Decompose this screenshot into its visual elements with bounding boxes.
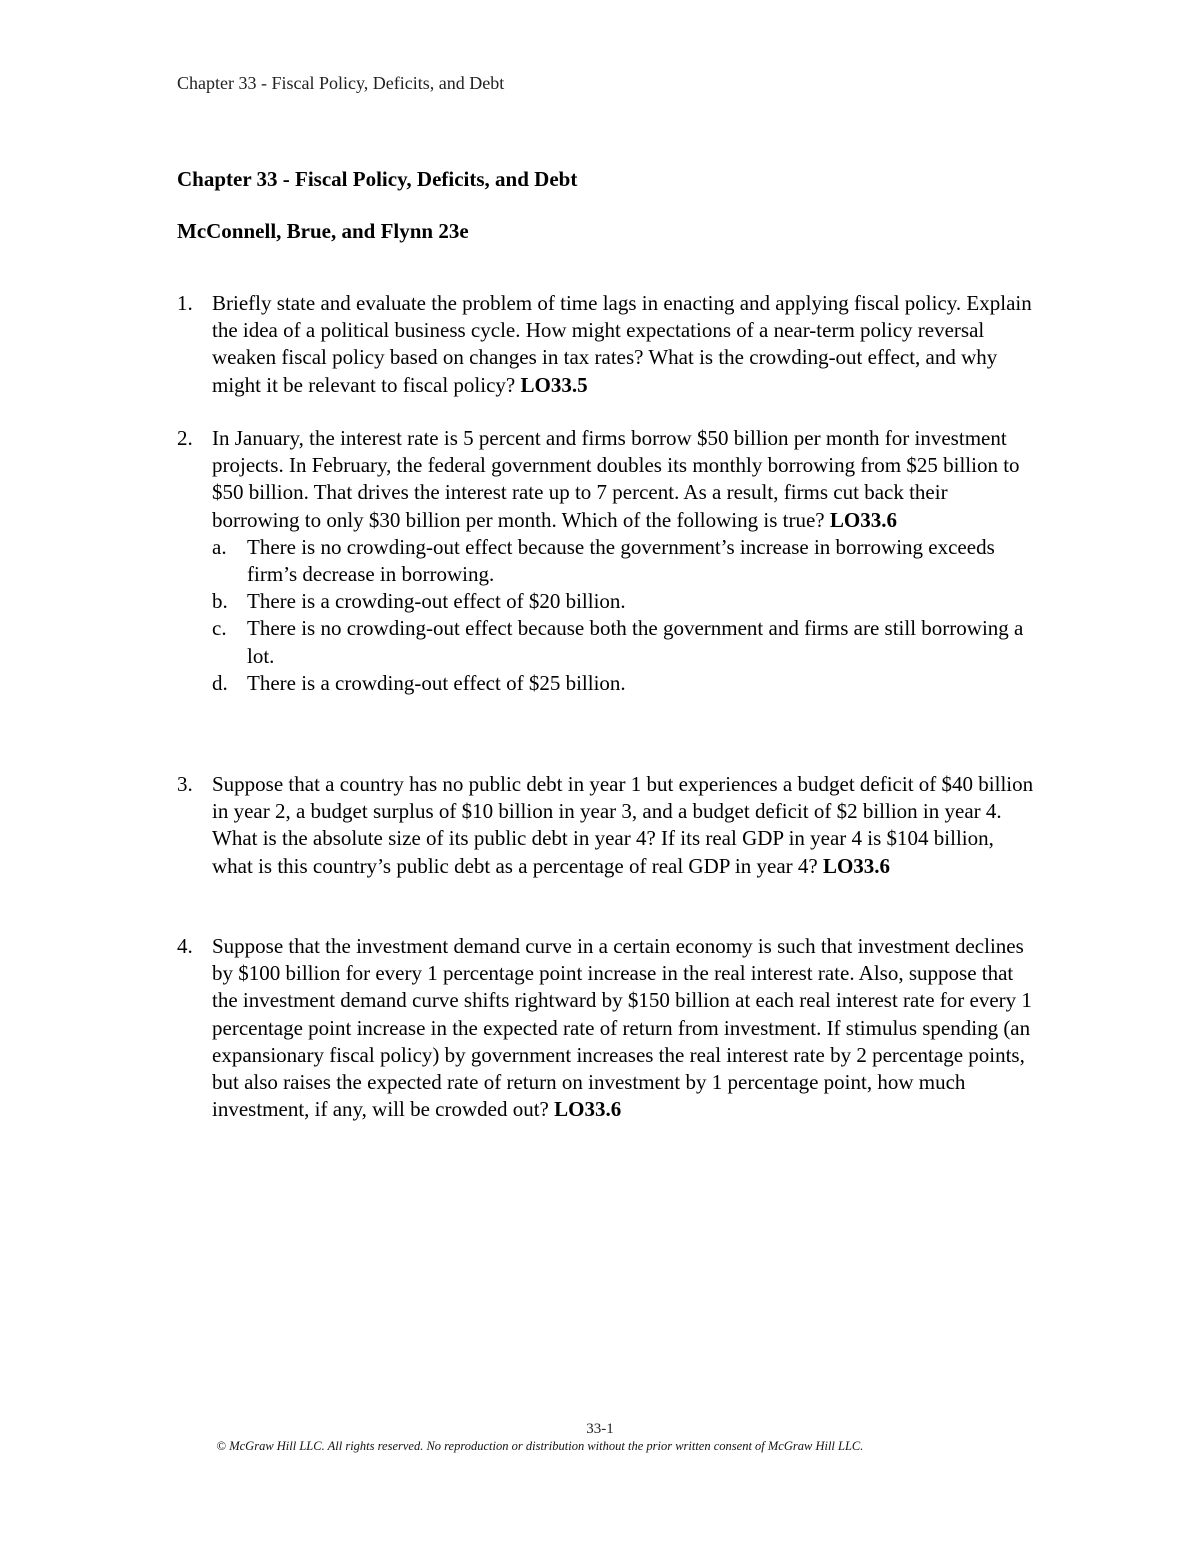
copyright-text: McGraw Hill LLC. All rights reserved. No reproduction or distribution without the prior written consent of McGraw Hill LLC. xyxy=(229,1439,864,1453)
option-text: There is no crowding-out effect because both the government and firms are still borrowing a lot. xyxy=(247,616,1024,668)
option-letter: d. xyxy=(212,670,228,695)
question-1 xyxy=(177,290,1037,399)
option-text: There is a crowding-out effect of $25 billion. xyxy=(247,670,626,695)
copyright-symbol: © xyxy=(216,1439,227,1453)
learning-objective: LO33.6 xyxy=(554,1097,622,1122)
option-letter: a. xyxy=(212,534,227,559)
option-letter: c. xyxy=(212,616,227,641)
running-header: Chapter 33 - Fiscal Policy, Deficits, and Debt xyxy=(177,73,505,93)
copyright-notice xyxy=(0,1438,1080,1454)
option-letter: b. xyxy=(212,589,228,614)
question-number: 2. xyxy=(177,426,193,450)
answer-options xyxy=(212,534,1037,697)
answer-option-a xyxy=(212,534,1037,588)
option-text: There is a crowding-out effect of $20 billion. xyxy=(247,589,626,614)
question-3 xyxy=(177,771,1037,880)
question-text: Suppose that the investment demand curve in a certain economy is such that investment declines by $100 billion for every 1 percentage point increase in the real interest rate. Also, suppose that the investment demand curve shifts rightward by $150 billion at each real interest rate for every 1 percentage point increase in the expected rate of return from investment. If stimulus spending (an expansionary fiscal policy) by government increases the real interest rate by 2 percentage points, but also raises the expected rate of return on investment by 1 percentage point, how much investment, if any, will be crowded out? xyxy=(212,934,1032,1122)
option-text: There is no crowding-out effect because the government’s increase in borrowing exceeds firm’s decrease in borrowing. xyxy=(247,534,995,587)
question-2 xyxy=(177,425,1037,697)
answer-option-d xyxy=(212,670,1037,697)
answer-option-c xyxy=(212,615,1037,669)
learning-objective: LO33.6 xyxy=(822,853,891,878)
question-text: Briefly state and evaluate the problem of time lags in enacting and applying fiscal policy. Explain the idea of a political business cycle. How might expectations of a near-term policy reversal weaken fiscal policy based on changes in tax rates? What is the crowding-out effect, and why might it be relevant to fiscal policy? xyxy=(212,291,1032,397)
document-subtitle: McConnell, Brue, and Flynn 23e xyxy=(177,219,469,243)
question-number: 1. xyxy=(177,291,193,315)
question-text: In January, the interest rate is 5 percent and firms borrow $50 billion per month for investment projects. In February, the federal government doubles its monthly borrowing from $25 billion to $50 billion. That drives the interest rate up to 7 percent. As a result, firms cut back their borrowing to only $30 billion per month. Which of the following is true? xyxy=(212,426,1020,532)
question-text: Suppose that a country has no public debt in year 1 but experiences a budget deficit of $40 billion in year 2, a budget surplus of $10 billion in year 3, and a budget deficit of $2 billion in year 4. What is the absolute size of its public debt in year 4? If its real GDP in year 4 is $104 billion, what is this country’s public debt as a percentage of real GDP in year 4? xyxy=(212,772,1034,878)
document-title: Chapter 33 - Fiscal Policy, Deficits, and Debt xyxy=(177,167,578,191)
question-number: 3. xyxy=(177,772,193,796)
learning-objective: LO33.6 xyxy=(829,507,897,532)
question-4 xyxy=(177,933,1037,1123)
page-number: 33-1 xyxy=(586,1421,614,1437)
learning-objective: LO33.5 xyxy=(520,372,588,397)
answer-option-b xyxy=(212,588,1037,615)
question-number: 4. xyxy=(177,934,193,958)
